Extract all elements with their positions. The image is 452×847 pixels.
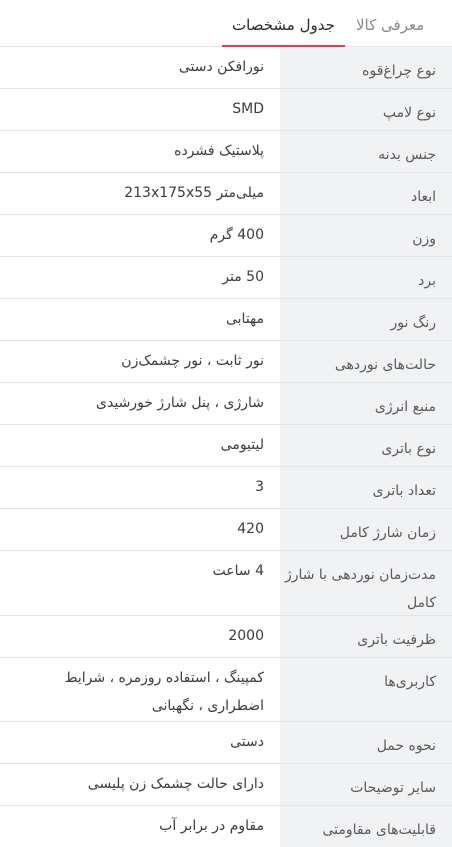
spec-value: SMD <box>0 89 280 130</box>
spec-key: تعداد باتری <box>280 467 452 508</box>
spec-key: نوع چراغ‌قوه <box>280 47 452 88</box>
spec-value: لیتیومی <box>0 425 280 466</box>
spec-row <box>0 215 452 257</box>
spec-key: برد <box>280 257 452 298</box>
spec-key: نحوه حمل <box>280 722 452 763</box>
spec-key: حالت‌های نوردهی <box>280 341 452 382</box>
spec-value: 3 <box>0 467 280 508</box>
spec-row <box>0 383 452 425</box>
spec-value: شارژی ، پنل شارژ خورشیدی <box>0 383 280 424</box>
tab-specifications-label: جدول مشخصات <box>232 16 335 34</box>
spec-row <box>0 467 452 509</box>
spec-key: سایر توضیحات <box>280 764 452 805</box>
spec-value: کمپینگ ، استفاده روزمره ، شرایط اضطراری ، نگهبانی <box>0 658 280 721</box>
spec-key: رنگ نور <box>280 299 452 340</box>
spec-row <box>0 173 452 215</box>
spec-row <box>0 509 452 551</box>
spec-row <box>0 806 452 847</box>
spec-value: نورافکن دستی <box>0 47 280 88</box>
spec-value: دستی <box>0 722 280 763</box>
spec-value: 2000 <box>0 616 280 657</box>
spec-value: پلاستیک فشرده <box>0 131 280 172</box>
spec-key: ابعاد <box>280 173 452 214</box>
spec-row <box>0 764 452 806</box>
spec-row <box>0 299 452 341</box>
spec-row <box>0 425 452 467</box>
spec-key: نوع لامپ <box>280 89 452 130</box>
spec-key: نوع باتری <box>280 425 452 466</box>
spec-row <box>0 722 452 764</box>
spec-row <box>0 257 452 299</box>
spec-value: 400 گرم <box>0 215 280 256</box>
spec-row <box>0 551 452 616</box>
spec-key: مدت‌زمان نوردهی با شارژ کامل <box>280 551 452 615</box>
spec-key: منبع انرژی <box>280 383 452 424</box>
tab-specifications[interactable] <box>232 0 335 46</box>
spec-key: جنس بدنه <box>280 131 452 172</box>
active-tab-underline <box>222 45 345 47</box>
spec-value: دارای حالت چشمک زن پلیسی <box>0 764 280 805</box>
spec-key: ظرفیت باتری <box>280 616 452 657</box>
spec-row <box>0 131 452 173</box>
specs-table <box>0 47 452 847</box>
spec-key: کاربری‌ها <box>280 658 452 721</box>
spec-key: زمان شارژ کامل <box>280 509 452 550</box>
spec-key: وزن <box>280 215 452 256</box>
spec-row <box>0 47 452 89</box>
tab-product-intro[interactable]: معرفی کالا <box>356 16 425 34</box>
spec-value: مقاوم در برابر آب <box>0 806 280 847</box>
spec-value: مهتابی <box>0 299 280 340</box>
spec-value: نور ثابت ، نور چشمک‌زن <box>0 341 280 382</box>
spec-value: میلی‌متر 213x175x55 <box>0 173 280 214</box>
spec-row <box>0 341 452 383</box>
spec-row <box>0 658 452 722</box>
spec-key: قابلیت‌های مقاومتی <box>280 806 452 847</box>
spec-value: 50 متر <box>0 257 280 298</box>
tab-bar <box>0 0 452 47</box>
spec-value: 420 <box>0 509 280 550</box>
spec-row <box>0 616 452 658</box>
spec-row <box>0 89 452 131</box>
spec-value: 4 ساعت <box>0 551 280 615</box>
